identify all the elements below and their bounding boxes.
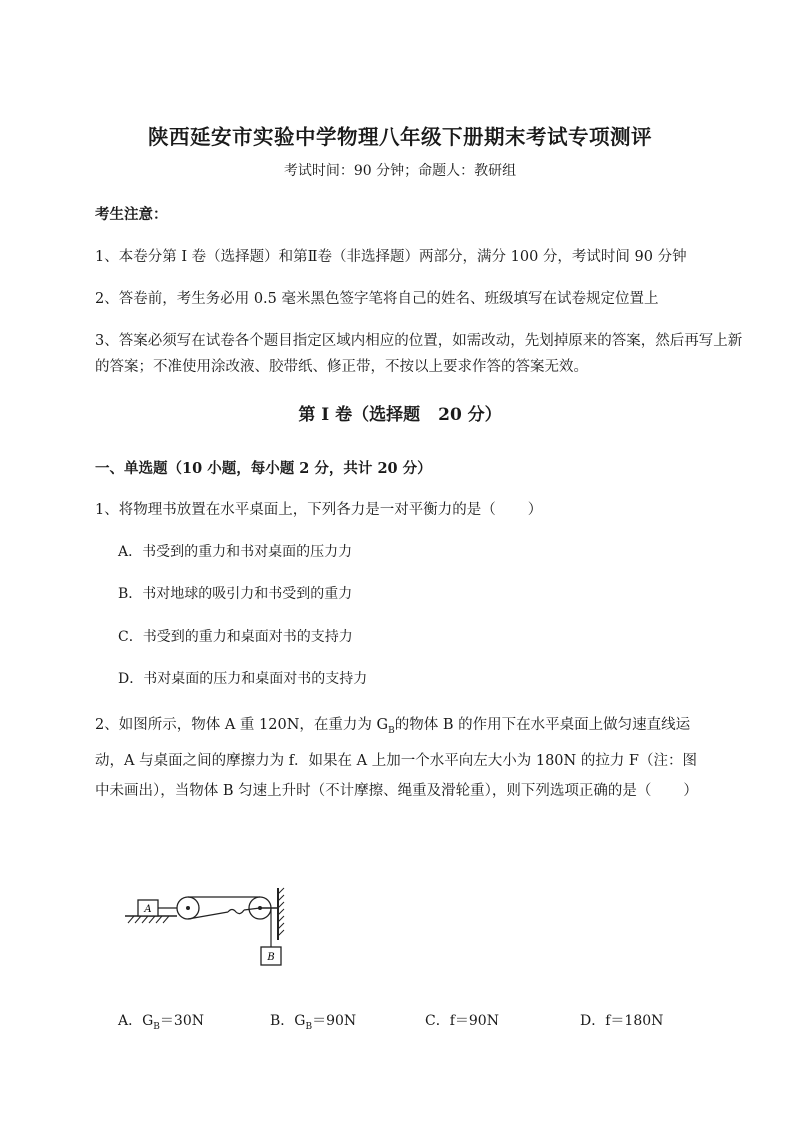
exam-info: 考试时间：90 分钟；命题人：教研组: [283, 163, 517, 179]
block-a-label: A: [144, 904, 152, 915]
q2-answer-b-pre: B．G: [270, 1013, 306, 1029]
q1-option-c[interactable]: C．书受到的重力和桌面对书的支持力: [118, 629, 353, 645]
section-title: [0, 400, 800, 425]
q2-answer-c[interactable]: [425, 1010, 499, 1030]
q1-option-a[interactable]: A．书受到的重力和书对桌面的压力力: [118, 544, 353, 560]
notice-item-1: 1、本卷分第 I 卷（选择题）和第Ⅱ卷（非选择题）两部分，满分 100 分，考试时间 90 分钟: [95, 249, 687, 265]
q2-answer-b-sub: B: [305, 1021, 313, 1032]
q1-option-d[interactable]: D．书对桌面的压力和桌面对书的支持力: [118, 671, 368, 687]
notice-heading: 考生注意：: [95, 206, 168, 223]
q2-answer-b[interactable]: [270, 1010, 356, 1032]
q2-answer-a-sub: B: [153, 1021, 160, 1032]
block-b-label: B: [267, 952, 275, 963]
page-title: 陕西延安市实验中学物理八年级下册期末考试专项测评: [148, 125, 652, 149]
rope-hook: [228, 910, 244, 914]
notice-item-2: 2、答卷前，考生务必用 0.5 毫米黑色签字笔将自己的姓名、班级填写在试卷规定位置上: [95, 291, 659, 307]
q2-stem: [95, 710, 710, 806]
q1-stem-text: 1、将物理书放置在水平桌面上，下列各力是一对平衡力的是（: [95, 502, 496, 518]
notice-item-3: 3、答案必须写在试卷各个题目指定区域内相应的位置，如需改动，先划掉原来的答案，然后再写上新: [95, 333, 743, 349]
q2-answer-a[interactable]: [118, 1010, 204, 1032]
pulley-diagram: [120, 880, 300, 975]
table-hatching: [128, 916, 169, 923]
q2-answer-d-pre: D．f＝180N: [580, 1013, 664, 1029]
q1-option-b[interactable]: B．书对地球的吸引力和书受到的重力: [118, 586, 353, 602]
q2-answer-a-post: ＝30N: [159, 1013, 204, 1029]
notice-item-3-cont: 的答案；不准使用涂改液、胶带纸、修正带，不按以上要求作答的答案无效。: [95, 359, 588, 375]
q1-stem-end: ）: [527, 502, 543, 518]
movable-pulley-axle: [186, 906, 190, 910]
group-heading: 一、单选题（10 小题，每小题 2 分，共计 20 分）: [95, 460, 432, 477]
q2-answer-d[interactable]: [580, 1010, 663, 1030]
q2-answer-b-post: ＝90N: [312, 1013, 357, 1029]
q2-stem-end: ）: [683, 782, 698, 799]
q2-stem-part-a: 2、如图所示，物体 A 重 120N，在重力为 G: [95, 717, 389, 733]
q2-stem-subscript: B: [388, 725, 395, 736]
section-title-main: 第 I 卷（选择题: [298, 405, 421, 425]
q2-answer-c-pre: C．f＝90N: [425, 1013, 499, 1029]
q1-stem: [95, 498, 542, 519]
q2-answer-a-pre: A．G: [118, 1013, 154, 1029]
section-title-score: 20 分）: [438, 405, 502, 425]
q2-stem-part-b: 的物体 B 的作用下在水平桌面上做匀速直线运动，A 与桌面之间的摩擦力为 f．如果在 A 上加一个水平向左大小为 180N 的拉力 F（注：图中未画出），当物体 B 匀速上升时（不计摩擦、绳重及滑轮重），则下列选项正确的是（: [95, 717, 697, 799]
